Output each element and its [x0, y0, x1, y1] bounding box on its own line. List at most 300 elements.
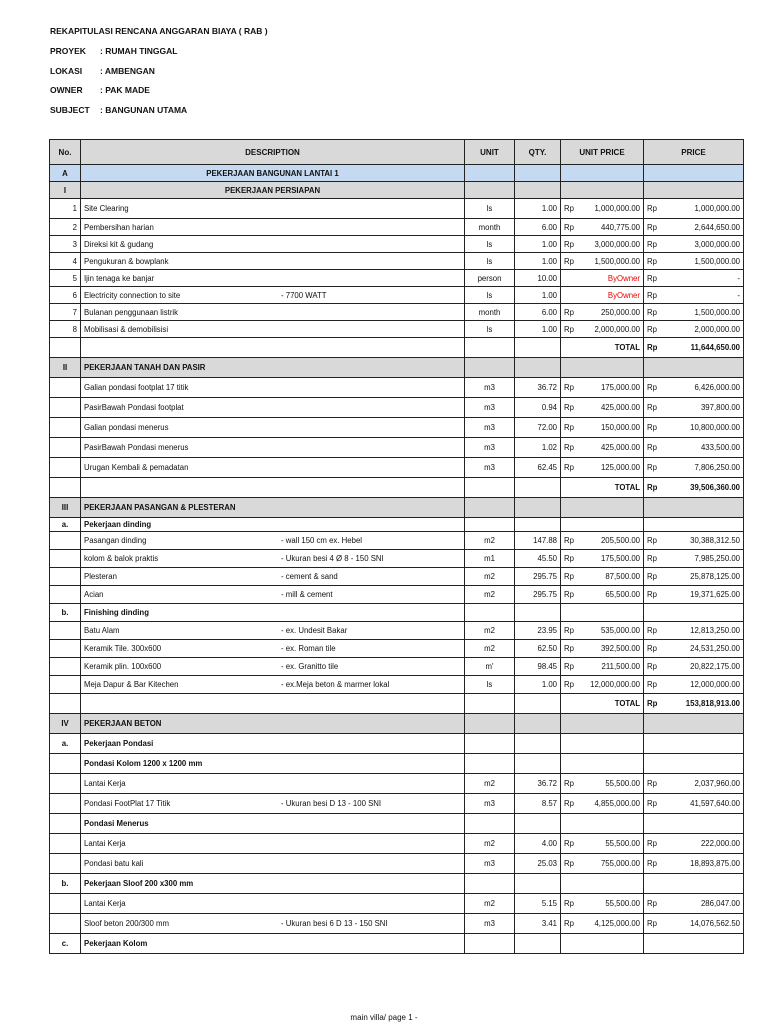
table-row [50, 586, 744, 604]
row-unit-price [561, 640, 644, 658]
row-description [81, 604, 465, 622]
currency-label: Rp [564, 222, 574, 232]
row-qty [515, 814, 561, 834]
header-info-value: : RUMAH TINGGAL [100, 46, 178, 56]
currency-label: Rp [647, 572, 657, 581]
row-number [50, 438, 81, 458]
price-value: 1,500,000.00 [694, 256, 740, 266]
spec-text: - 7700 WATT [281, 290, 327, 300]
row-unit-price [561, 236, 644, 253]
row-description [81, 236, 465, 253]
row-price [644, 774, 744, 794]
row-description [81, 640, 465, 658]
row-description [81, 253, 465, 270]
unit-price-value: 55,500.00 [605, 899, 640, 908]
row-price [644, 338, 744, 358]
row-qty: 23.95 [515, 622, 561, 640]
currency-label: Rp [564, 572, 574, 581]
table-row [50, 458, 744, 478]
description-text: Pengukuran & bowplank [84, 256, 169, 266]
currency-label: Rp [647, 919, 657, 928]
table-row [50, 794, 744, 814]
row-description [81, 287, 465, 304]
currency-label: Rp [647, 256, 657, 266]
header-info-value: : PAK MADE [100, 85, 150, 96]
currency-label: Rp [647, 343, 658, 352]
description-text: PEKERJAAN PASANGAN & PLESTERAN [84, 503, 236, 512]
row-description [81, 321, 465, 338]
row-qty [515, 498, 561, 518]
row-qty [515, 518, 561, 532]
row-unit-price [561, 734, 644, 754]
row-qty: 62.45 [515, 458, 561, 478]
row-description [81, 219, 465, 236]
description-text: PEKERJAAN BETON [84, 719, 162, 728]
table-row [50, 754, 744, 774]
unit-price-value: ByOwner [607, 273, 640, 283]
col-qty-header: QTY. [515, 140, 561, 165]
row-description [81, 874, 465, 894]
unit-price-value: 755,000.00 [600, 859, 640, 868]
unit-price-value: 1,500,000.00 [594, 256, 640, 266]
spec-text: - Ukuran besi D 13 - 100 SNI [281, 799, 382, 808]
description-text: PEKERJAAN BANGUNAN LANTAI 1 [206, 168, 339, 178]
row-description [81, 854, 465, 874]
row-number: III [50, 498, 81, 518]
table-row [50, 321, 744, 338]
currency-label: Rp [564, 680, 574, 689]
currency-label: Rp [564, 662, 574, 671]
unit-price-value: 425,000.00 [600, 443, 640, 452]
currency-label: Rp [647, 699, 658, 708]
row-unit-price [561, 714, 644, 734]
row-unit: m3 [465, 398, 515, 418]
row-price [644, 854, 744, 874]
row-unit: m2 [465, 586, 515, 604]
price-value: - [737, 290, 740, 300]
row-description [81, 270, 465, 287]
row-description [81, 834, 465, 854]
col-unit-header: UNIT [465, 140, 515, 165]
currency-label: Rp [647, 383, 657, 392]
description-text: Sloof beton 200/300 mm [84, 919, 169, 928]
row-number [50, 676, 81, 694]
header-info-value: : BANGUNAN UTAMA [100, 105, 188, 116]
description-text: Direksi kit & gudang [84, 239, 154, 249]
row-price [644, 219, 744, 236]
table-row [50, 253, 744, 270]
row-description [81, 398, 465, 418]
table-row [50, 532, 744, 550]
table-row [50, 199, 744, 219]
row-description [81, 378, 465, 398]
row-qty: 1.02 [515, 438, 561, 458]
row-qty: 295.75 [515, 586, 561, 604]
row-unit-price [561, 568, 644, 586]
price-value: 10,800,000.00 [690, 423, 740, 432]
row-qty [515, 358, 561, 378]
row-unit-price [561, 270, 644, 287]
row-description [81, 182, 465, 199]
row-number [50, 894, 81, 914]
row-unit-price [561, 874, 644, 894]
unit-price-value: 211,500.00 [601, 662, 640, 671]
row-unit [465, 734, 515, 754]
header-info-row [50, 85, 150, 95]
row-qty: 8.57 [515, 794, 561, 814]
description-text: Bulanan penggunaan listrik [84, 307, 179, 317]
row-description [81, 498, 465, 518]
price-value: - [737, 273, 740, 283]
row-unit-price [561, 622, 644, 640]
unit-price-value: 55,500.00 [605, 839, 640, 848]
spec-text: - Ukuran besi 6 D 13 - 150 SNI [281, 919, 388, 928]
row-description [81, 199, 465, 219]
currency-label: Rp [647, 899, 657, 908]
row-number: 3 [50, 236, 81, 253]
row-number [50, 378, 81, 398]
table-row [50, 304, 744, 321]
description-text: Pondasi Menerus [84, 819, 149, 828]
row-description [81, 734, 465, 754]
currency-label: Rp [564, 919, 574, 928]
price-value: 286,047.00 [700, 899, 740, 908]
currency-label: Rp [647, 644, 657, 653]
row-unit: ls [465, 236, 515, 253]
row-number [50, 640, 81, 658]
row-number [50, 814, 81, 834]
description-text: Pekerjaan Sloof 200 x300 mm [84, 879, 194, 888]
table-row [50, 165, 744, 182]
row-description [81, 165, 465, 182]
col-unit-price-header: UNIT PRICE [561, 140, 644, 165]
spec-text: - ex.Meja beton & marmer lokal [281, 680, 390, 689]
row-price [644, 640, 744, 658]
row-unit [465, 182, 515, 199]
row-number: II [50, 358, 81, 378]
header-info-value: : AMBENGAN [100, 65, 155, 76]
currency-label: Rp [564, 536, 574, 545]
spec-text: - ex. Granitto tile [281, 662, 339, 671]
description-text: Pondasi Kolom 1200 x 1200 mm [84, 759, 203, 768]
price-value: 24,531,250.00 [690, 644, 740, 653]
row-unit [465, 478, 515, 498]
row-description [81, 676, 465, 694]
row-unit-price [561, 934, 644, 954]
table-row [50, 658, 744, 676]
page-footer: main villa/ page 1 - [350, 1013, 418, 1022]
row-number [50, 398, 81, 418]
row-qty: 45.50 [515, 550, 561, 568]
price-value: 19,371,625.00 [690, 590, 740, 599]
row-description [81, 586, 465, 604]
unit-price-value: 250,000.00 [600, 307, 640, 317]
row-number: 1 [50, 199, 81, 219]
row-qty: 1.00 [515, 287, 561, 304]
total-value: 39,506,360.00 [690, 483, 740, 492]
row-unit-price [561, 754, 644, 774]
unit-price-value: 425,000.00 [600, 403, 640, 412]
table-row [50, 854, 744, 874]
row-unit-price [561, 794, 644, 814]
row-unit [465, 934, 515, 954]
row-number: c. [50, 934, 81, 954]
row-unit-price [561, 774, 644, 794]
currency-label: Rp [564, 899, 574, 908]
row-description [81, 532, 465, 550]
table-row [50, 734, 744, 754]
row-number: 5 [50, 270, 81, 287]
currency-label: Rp [564, 443, 574, 452]
row-number [50, 854, 81, 874]
row-qty: 147.88 [515, 532, 561, 550]
currency-label: Rp [647, 290, 657, 300]
row-price [644, 914, 744, 934]
table-row [50, 498, 744, 518]
row-unit-price [561, 914, 644, 934]
row-number [50, 694, 81, 714]
row-number: b. [50, 604, 81, 622]
description-text: Pondasi FootPlat 17 Titik [84, 799, 171, 808]
row-description [81, 794, 465, 814]
row-price [644, 358, 744, 378]
currency-label: Rp [647, 403, 657, 412]
row-unit [465, 814, 515, 834]
currency-label: Rp [564, 779, 574, 788]
row-number [50, 532, 81, 550]
row-unit-price [561, 478, 644, 498]
row-unit-price [561, 518, 644, 532]
row-price [644, 378, 744, 398]
row-description [81, 338, 465, 358]
doc-title: REKAPITULASI RENCANA ANGGARAN BIAYA ( RAB ) [50, 26, 268, 36]
description-text: Acian [84, 590, 104, 599]
row-qty: 1.00 [515, 199, 561, 219]
row-unit-price [561, 338, 644, 358]
row-qty: 1.00 [515, 676, 561, 694]
description-text: kolom & balok praktis [84, 554, 159, 563]
row-number [50, 658, 81, 676]
header-info-label: PROYEK [50, 46, 86, 56]
row-price [644, 622, 744, 640]
spec-text: - ex. Roman tile [281, 644, 336, 653]
row-qty: 1.00 [515, 236, 561, 253]
header-info-row [50, 105, 187, 115]
row-unit: m3 [465, 438, 515, 458]
header-info-row [50, 46, 177, 56]
table-row [50, 714, 744, 734]
description-text: Pondasi batu kali [84, 859, 144, 868]
table-row [50, 834, 744, 854]
row-number: 4 [50, 253, 81, 270]
row-unit: m3 [465, 854, 515, 874]
row-number: IV [50, 714, 81, 734]
currency-label: Rp [647, 680, 657, 689]
row-unit [465, 754, 515, 774]
row-qty: 36.72 [515, 774, 561, 794]
row-unit: m2 [465, 894, 515, 914]
unit-price-value: 1,000,000.00 [594, 204, 640, 213]
row-price [644, 458, 744, 478]
unit-price-value: 175,500.00 [600, 554, 640, 563]
unit-price-value: 65,500.00 [605, 590, 640, 599]
description-text: Keramik Tile. 300x600 [84, 644, 162, 653]
row-unit-price [561, 854, 644, 874]
row-number [50, 550, 81, 568]
row-description [81, 754, 465, 774]
price-value: 222,000.00 [700, 839, 740, 848]
table-row [50, 270, 744, 287]
row-price [644, 874, 744, 894]
row-price [644, 658, 744, 676]
row-unit: m2 [465, 774, 515, 794]
row-description [81, 914, 465, 934]
table-row [50, 774, 744, 794]
row-price [644, 253, 744, 270]
row-unit-price [561, 458, 644, 478]
row-price [644, 438, 744, 458]
currency-label: Rp [564, 644, 574, 653]
row-price [644, 270, 744, 287]
table-row [50, 287, 744, 304]
spec-text: - cement & sand [281, 572, 338, 581]
row-unit-price [561, 532, 644, 550]
total-value: 11,644,650.00 [690, 343, 740, 352]
row-qty [515, 874, 561, 894]
row-qty [515, 934, 561, 954]
price-value: 397,800.00 [700, 403, 740, 412]
price-value: 2,644,650.00 [694, 222, 740, 232]
row-qty: 3.41 [515, 914, 561, 934]
row-unit-price [561, 694, 644, 714]
table-row [50, 676, 744, 694]
currency-label: Rp [647, 799, 657, 808]
description-text: Pekerjaan Kolom [84, 939, 148, 948]
unit-price-value: ByOwner [607, 290, 640, 300]
currency-label: Rp [647, 662, 657, 671]
description-text: Electricity connection to site [84, 290, 181, 300]
row-unit-price [561, 586, 644, 604]
row-number [50, 478, 81, 498]
currency-label: Rp [647, 307, 657, 317]
row-qty: 25.03 [515, 854, 561, 874]
table-row [50, 814, 744, 834]
row-unit: ls [465, 253, 515, 270]
row-unit-price [561, 550, 644, 568]
description-text: Galian pondasi menerus [84, 423, 169, 432]
row-unit: m1 [465, 550, 515, 568]
description-text: Site Clearing [84, 204, 129, 213]
price-value: 12,000,000.00 [690, 680, 740, 689]
col-desc-header: DESCRIPTION [81, 140, 465, 165]
row-price [644, 734, 744, 754]
row-price [644, 550, 744, 568]
row-unit: m2 [465, 640, 515, 658]
description-text: PEKERJAAN PERSIAPAN [224, 185, 321, 195]
row-unit: ls [465, 199, 515, 219]
row-price [644, 478, 744, 498]
row-unit-price [561, 253, 644, 270]
row-qty: 1.00 [515, 321, 561, 338]
description-text: Finishing dinding [84, 608, 149, 617]
row-unit [465, 714, 515, 734]
currency-label: Rp [564, 403, 574, 412]
unit-price-value: 150,000.00 [600, 423, 640, 432]
price-value: 7,806,250.00 [694, 463, 740, 472]
col-no-header: No. [50, 140, 81, 165]
row-unit: m3 [465, 378, 515, 398]
row-description [81, 774, 465, 794]
row-qty: 0.94 [515, 398, 561, 418]
row-unit: m2 [465, 532, 515, 550]
currency-label: Rp [647, 626, 657, 635]
row-unit: month [465, 219, 515, 236]
description-text: Pekerjaan dinding [84, 520, 152, 529]
row-unit: m2 [465, 834, 515, 854]
price-value: 18,893,875.00 [690, 859, 740, 868]
row-number [50, 568, 81, 586]
row-number [50, 754, 81, 774]
row-number [50, 834, 81, 854]
row-unit-price [561, 378, 644, 398]
row-unit-price [561, 304, 644, 321]
row-qty: 98.45 [515, 658, 561, 676]
row-unit-price [561, 219, 644, 236]
price-value: 14,076,562.50 [690, 919, 740, 928]
table-row [50, 378, 744, 398]
price-value: 6,426,000.00 [694, 383, 740, 392]
row-description [81, 814, 465, 834]
row-qty [515, 338, 561, 358]
currency-label: Rp [564, 463, 574, 472]
row-number: 2 [50, 219, 81, 236]
unit-price-value: 175,000.00 [600, 383, 640, 392]
description-text: Plesteran [84, 572, 117, 581]
row-price [644, 532, 744, 550]
header-info-label: SUBJECT [50, 105, 90, 116]
row-price [644, 418, 744, 438]
row-number: A [50, 165, 81, 182]
total-row [50, 694, 744, 714]
row-qty: 1.00 [515, 253, 561, 270]
price-value: 25,878,125.00 [690, 572, 740, 581]
row-price [644, 165, 744, 182]
row-description [81, 304, 465, 321]
row-unit-price [561, 418, 644, 438]
row-number: 8 [50, 321, 81, 338]
description-text: Batu Alam [84, 626, 120, 635]
currency-label: Rp [564, 307, 574, 317]
unit-price-value: 4,125,000.00 [594, 919, 640, 928]
table-row [50, 518, 744, 532]
price-value: 30,388,312.50 [690, 536, 740, 545]
row-price [644, 604, 744, 622]
row-description [81, 658, 465, 676]
row-unit-price [561, 604, 644, 622]
row-price [644, 236, 744, 253]
total-label: TOTAL [614, 343, 640, 352]
row-qty [515, 478, 561, 498]
unit-price-value: 12,000,000.00 [590, 680, 640, 689]
header-info-label: LOKASI [50, 65, 83, 76]
row-description [81, 714, 465, 734]
rab-table [49, 139, 744, 954]
unit-price-value: 55,500.00 [605, 779, 640, 788]
row-number [50, 586, 81, 604]
row-unit-price [561, 834, 644, 854]
price-value: 20,822,175.00 [690, 662, 740, 671]
description-text: PasirBawah Pondasi menerus [84, 443, 189, 452]
